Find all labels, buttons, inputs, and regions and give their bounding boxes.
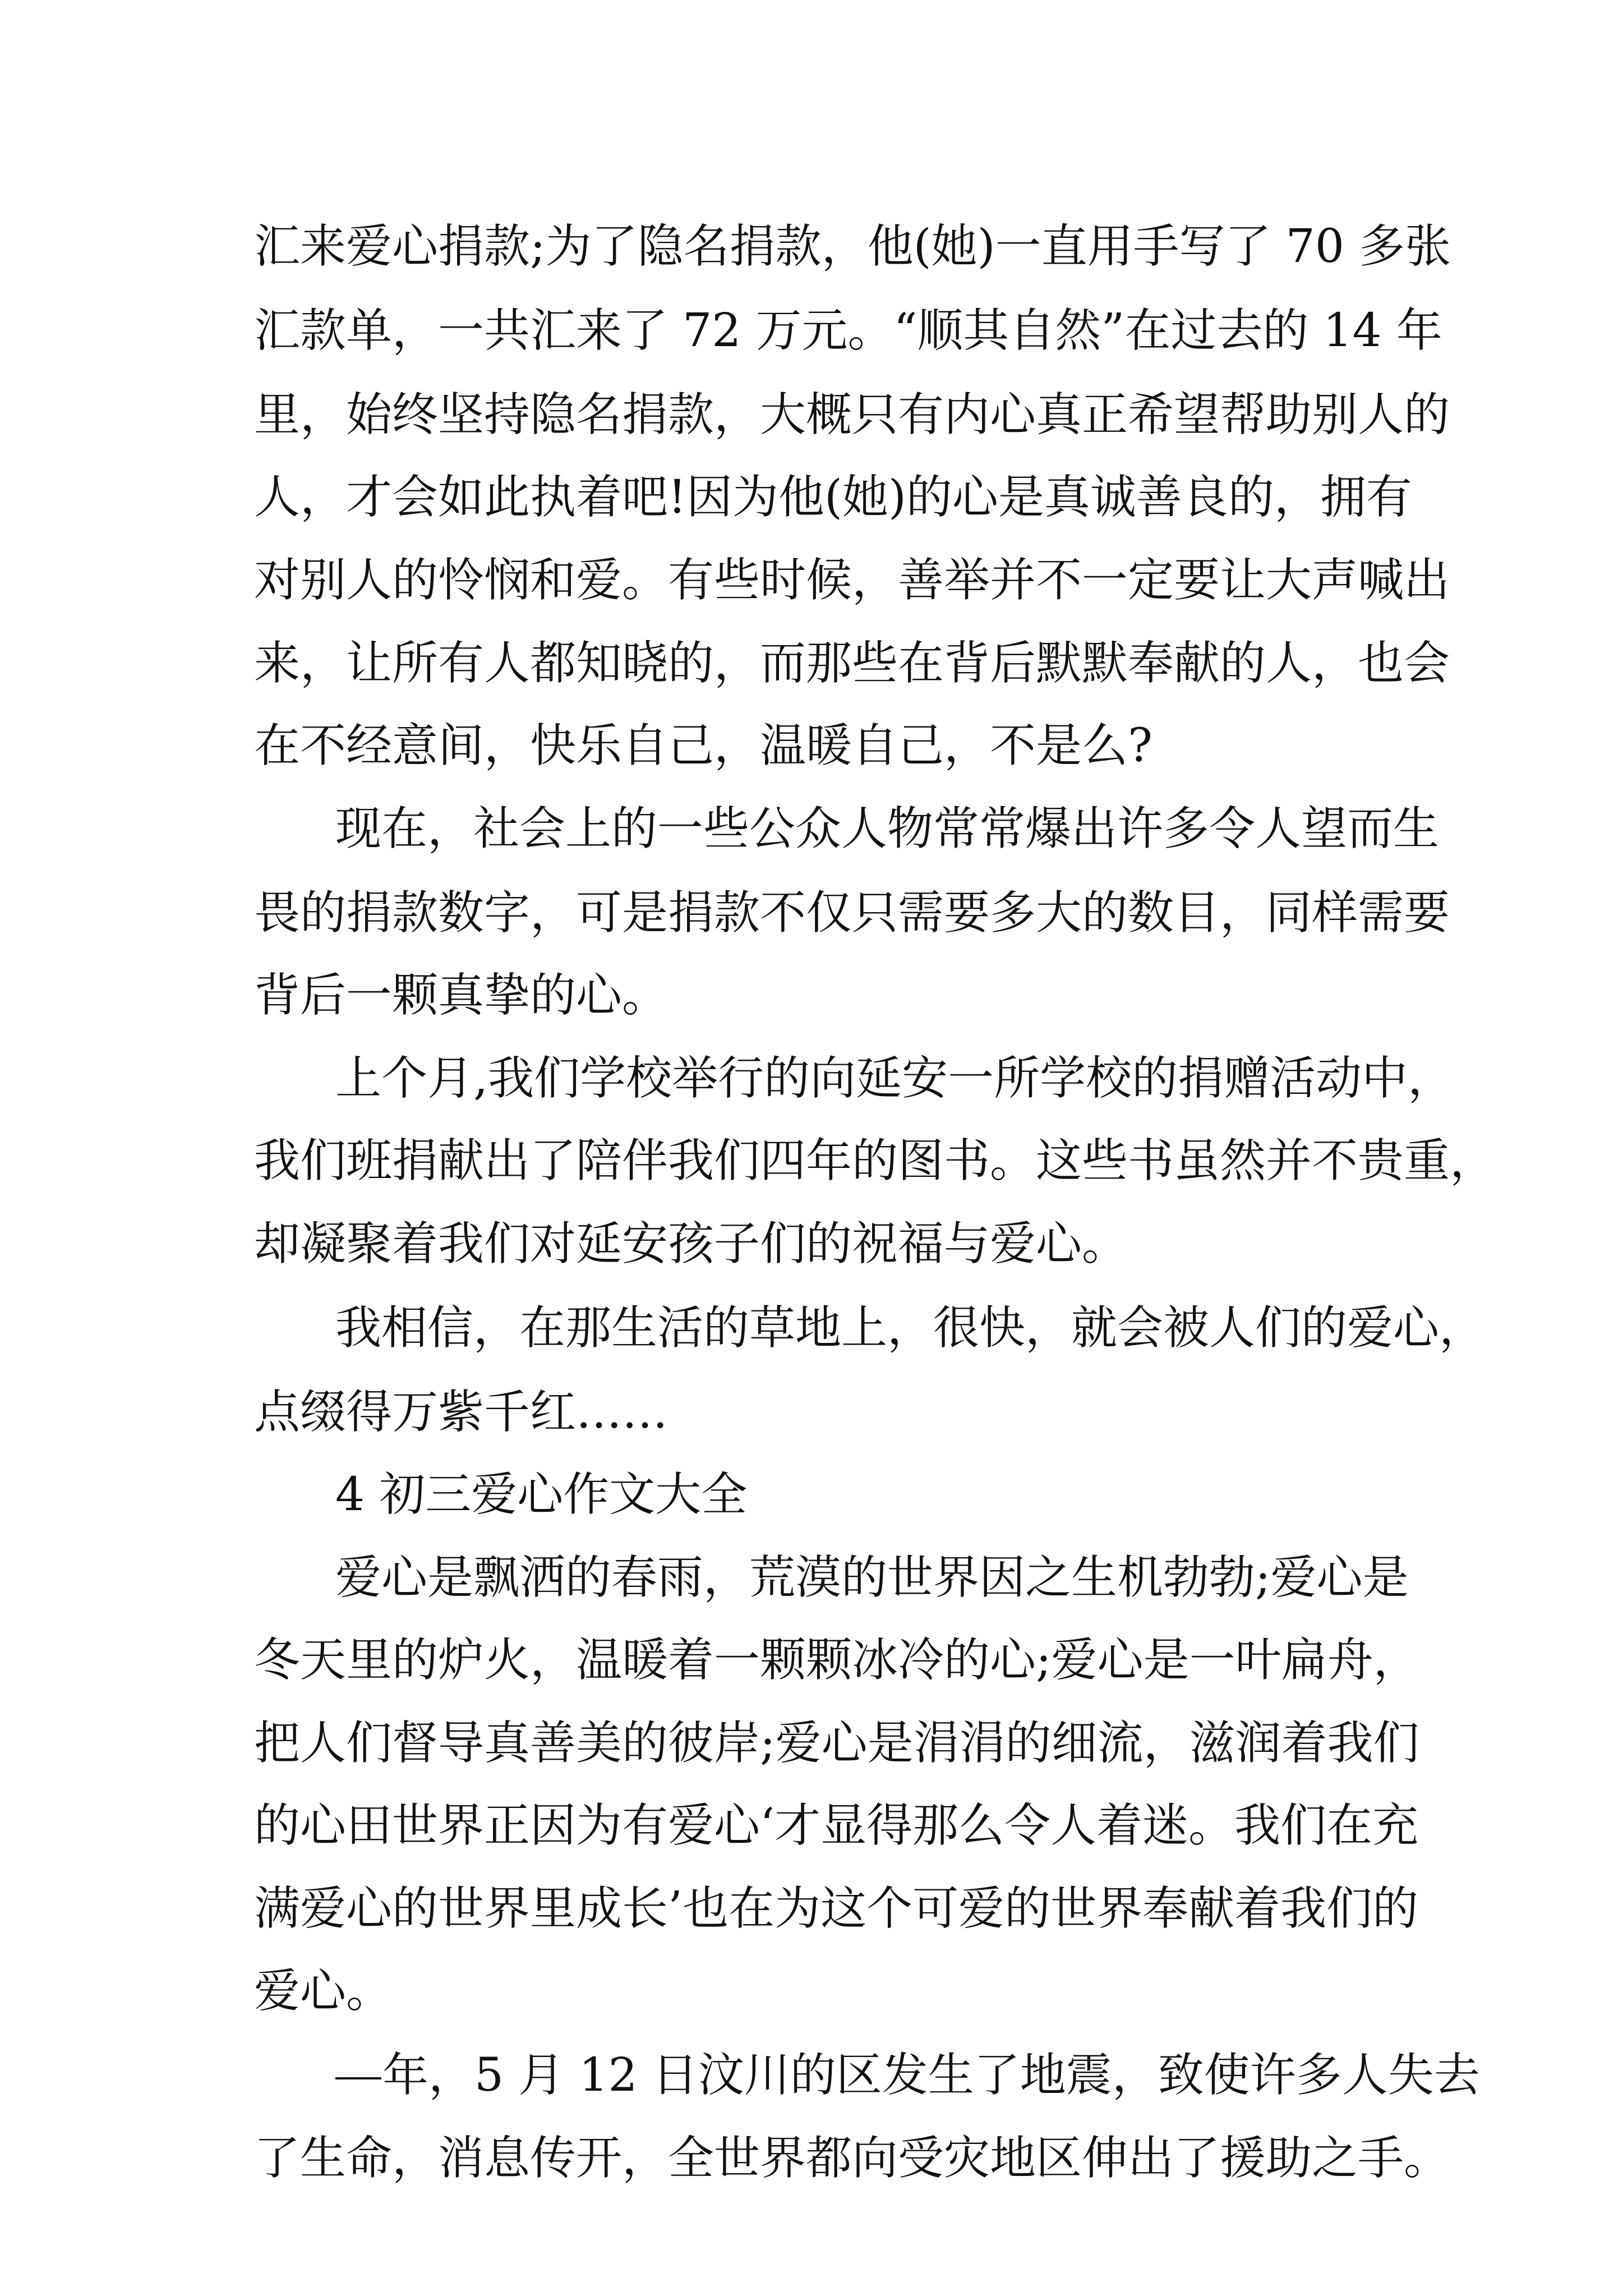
text-line: 我们班捐献出了陪伴我们四年的图书。这些书虽然并不贵重， [254,1134,1496,1188]
text-line: 里，始终坚持隐名捐款，大概只有内心真正希望帮助别人的 [254,388,1450,441]
line-text: 年，5 月 12 日汶川的区发生了地震，致使许多人失去 [382,2049,1480,2102]
text-line: 了生命，消息传开，全世界都向受灾地区伸出了援助之手。 [254,2132,1450,2185]
text-line: 却凝聚着我们对延安孩子们的祝福与爱心。 [254,1217,1128,1271]
paragraph-first-line [335,2036,1480,2115]
section-heading: 4 初三爱心作文大全 [335,1468,748,1521]
text-line: 汇来爱心捐款;为了隐名捐款，他(她)一直用手写了 70 多张 [254,220,1451,273]
text-line: 对别人的怜悯和爱。有些时候，善举并不一定要让大声喊出 [254,554,1450,607]
text-line: 的心田世界正因为有爱心‘才显得那么令人着迷。我们在充 [254,1799,1419,1852]
text-line: 背后一颗真挚的心。 [254,969,668,1022]
paragraph-first-line: 我相信，在那生活的草地上，很快，就会被人们的爱心， [335,1301,1486,1355]
text-line: 汇款单，一共汇来了 72 万元。“顺其自然”在过去的 14 年 [254,304,1442,357]
text-line: 人，才会如此执着吧!因为他(她)的心是真诚善良的，拥有 [254,471,1412,524]
paragraph-first-line: 爱心是飘洒的春雨，荒漠的世界因之生机勃勃;爱心是 [335,1551,1409,1604]
paragraph-first-line: 上个月,我们学校举行的向延安一所学校的捐赠活动中， [335,1052,1454,1105]
text-line: 在不经意间，快乐自己，温暖自己，不是么? [254,719,1152,772]
text-line: 满爱心的世界里成长’也在为这个可爱的世界奉献着我们的 [254,1882,1419,1935]
blank-underline [335,2077,381,2079]
text-line: 畏的捐款数字，可是捐款不仅只需要多大的数目，同样需要 [254,886,1450,940]
text-line: 来，让所有人都知晓的，而那些在背后默默奉献的人，也会 [254,637,1450,690]
text-line: 冬天里的炉火，温暖着一颗颗冰冷的心;爱心是一叶扁舟， [254,1634,1419,1687]
text-line: 点缀得万紫千红…… [254,1386,668,1439]
paragraph-first-line: 现在，社会上的一些公众人物常常爆出许多令人望而生 [335,802,1440,855]
text-line: 爱心。 [254,1964,393,2018]
text-line: 把人们督导真善美的彼岸;爱心是涓涓的细流，滋润着我们 [254,1717,1419,1770]
